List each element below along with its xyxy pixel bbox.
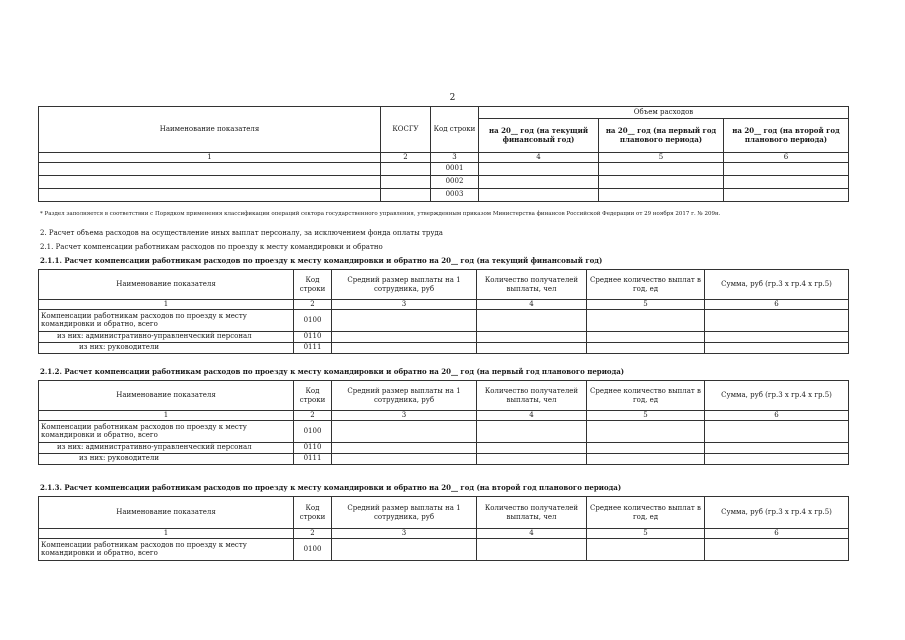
column-numbers-row: 1 2 3 4 5 6 [39,411,849,421]
column-numbers-row: 1 2 3 4 5 6 [39,300,849,310]
header-year-second: на 20__ год (на второй год планового периода) [724,119,849,153]
column-numbers-row: 1 2 3 4 5 6 [39,153,849,163]
kosgu-table [38,106,849,202]
header-kosgu: КОСГУ [381,107,431,153]
header-code: Код строки [431,107,479,153]
header-volume: Объем расходов [479,107,849,119]
header-year-current: на 20__ год (на текущий финансовый год) [479,119,599,153]
column-numbers-row: 1 2 3 4 5 6 [39,529,849,539]
calc-table-current-year [38,269,849,354]
calc-table-first-year [38,380,849,465]
section-2-title: 2. Расчет объема расходов на осуществление иных выплат персоналу, за исключением фонда оплаты труда [40,229,443,237]
footnote: * Раздел заполняется в соответствии с Порядком применения классификации операций сектора государственного управления, утвержденным приказом Министерства финансов Российской Федерации от 29 ноября 2017 г. № 209н. [40,211,721,217]
section-2-1-2-title: 2.1.2. Расчет компенсации работникам расходов по проезду к месту командировки и обратно на 20__ год (на первый год планового периода) [40,367,625,376]
table-row: Компенсации работникам расходов по проезду к месту командировки и обратно, всего 0100 [39,309,849,331]
section-2-1-1-title: 2.1.1. Расчет компенсации работникам расходов по проезду к месту командировки и обратно на 20__ год (на текущий финансовый год) [40,256,603,265]
header-row: Наименование показателя Код строки Средний размер выплаты на 1 сотрудника, руб Количество получателей выплаты, чел Среднее количество выплат в год, ед Сумма, руб (гр.3 х гр.4 х гр.5) [39,270,849,300]
table-row: 0001 [39,162,849,175]
header-year-first: на 20__ год (на первый год планового периода) [599,119,724,153]
table-row: Компенсации работникам расходов по проезду к месту командировки и обратно, всего 0100 [39,538,849,560]
header-name: Наименование показателя [39,107,381,153]
table-row: из них: руководители 0111 [39,453,849,464]
table-row: 0003 [39,188,849,201]
table-row: из них: административно-управленческий персонал 0110 [39,331,849,342]
header-row: Наименование показателя Код строки Средний размер выплаты на 1 сотрудника, руб Количество получателей выплаты, чел Среднее количество выплат в год, ед Сумма, руб (гр.3 х гр.4 х гр.5) [39,497,849,529]
header-row: Наименование показателя Код строки Средний размер выплаты на 1 сотрудника, руб Количество получателей выплаты, чел Среднее количество выплат в год, ед Сумма, руб (гр.3 х гр.4 х гр.5) [39,381,849,411]
calc-table-second-year [38,496,849,561]
table-row: из них: руководители 0111 [39,342,849,353]
section-2-1-title: 2.1. Расчет компенсации работникам расходов по проезду к месту командировки и обратно [40,243,383,251]
section-2-1-3-title: 2.1.3. Расчет компенсации работникам расходов по проезду к месту командировки и обратно на 20__ год (на второй год планового периода) [40,483,622,492]
table-row: из них: административно-управленческий персонал 0110 [39,442,849,453]
table-row: Компенсации работникам расходов по проезду к месту командировки и обратно, всего 0100 [39,420,849,442]
page-number: 2 [449,93,456,103]
table-row: 0002 [39,175,849,188]
